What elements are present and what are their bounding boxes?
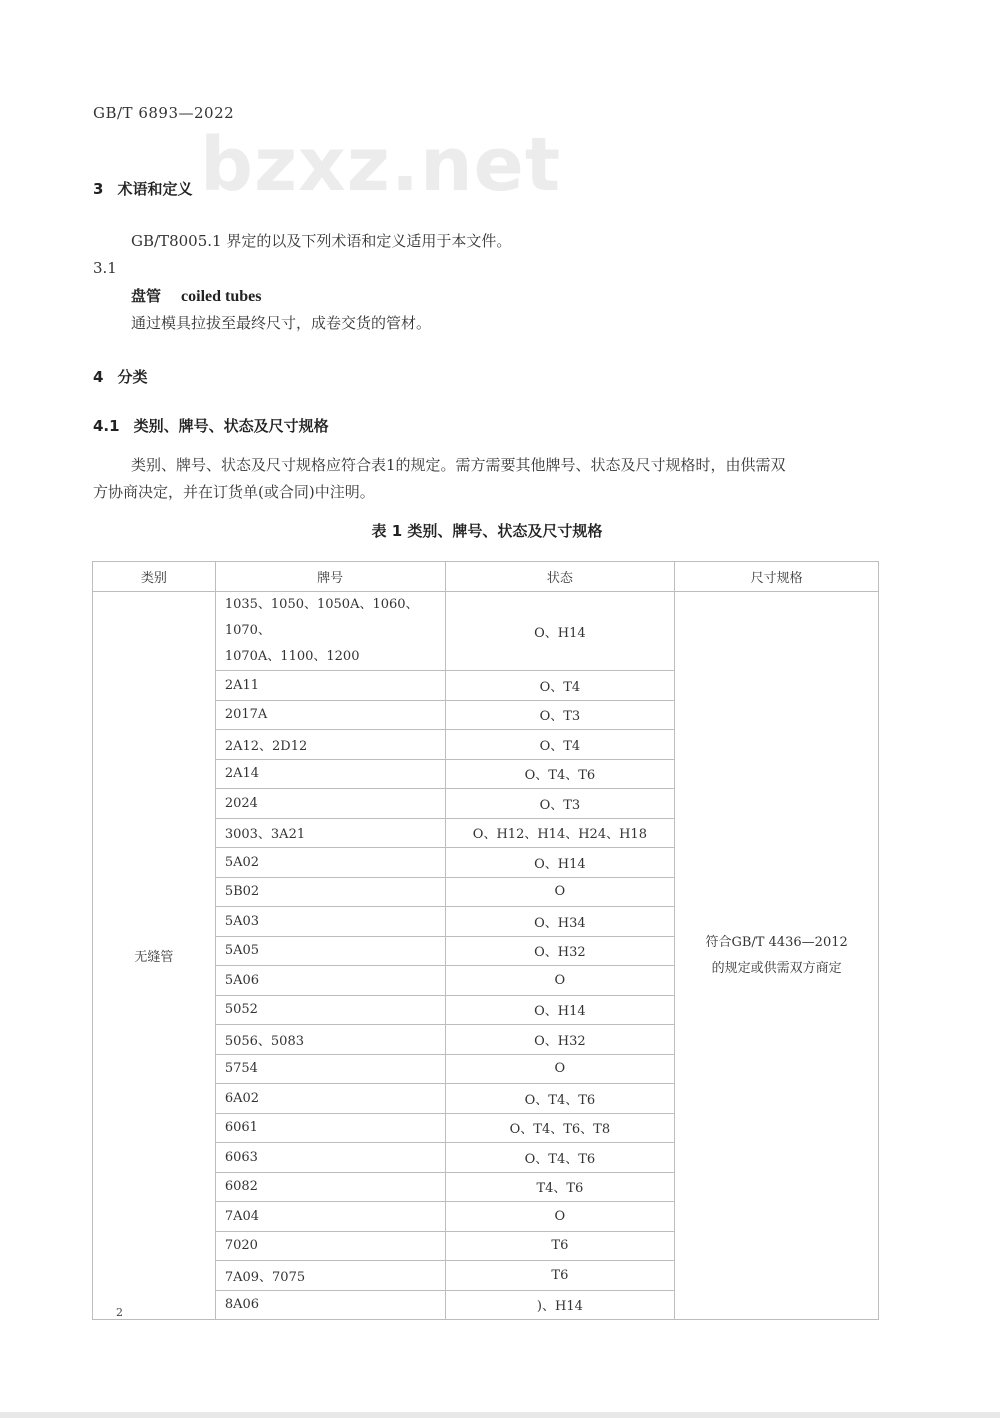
state-cell: T6 xyxy=(445,1231,675,1261)
state-cell: O、T3 xyxy=(445,700,675,730)
subsection-number: 4.1 xyxy=(93,417,120,435)
state-cell: O、H12、H14、H24、H18 xyxy=(445,818,675,848)
term-english: coiled tubes xyxy=(181,288,262,305)
state-cell: O xyxy=(445,966,675,996)
state-cell: O xyxy=(445,1202,675,1232)
header-state: 状态 xyxy=(445,562,675,592)
state-cell: O xyxy=(445,1054,675,1084)
section-3-intro: GB/T8005.1 界定的以及下列术语和定义适用于本文件。 xyxy=(131,232,512,250)
header-grade: 牌号 xyxy=(215,562,445,592)
grade-cell: 2024 xyxy=(215,789,445,819)
grade-cell: 8A06 xyxy=(215,1290,445,1320)
grade-cell: 7A09、7075 xyxy=(215,1261,445,1291)
header-category: 类别 xyxy=(93,562,216,592)
grade-cell: 6082 xyxy=(215,1172,445,1202)
size-spec-line: 的规定或供需双方商定 xyxy=(711,960,842,976)
state-cell: O、H14 xyxy=(445,592,675,671)
section-4-1-heading xyxy=(93,415,329,436)
state-cell: O、H14 xyxy=(445,848,675,878)
state-cell: T6 xyxy=(445,1261,675,1291)
state-cell: O、H32 xyxy=(445,936,675,966)
grade-line: 1035、1050、1050A、1060、1070、 xyxy=(224,597,419,638)
section-4-1-para-line2: 方协商决定，并在订货单(或合同)中注明。 xyxy=(93,483,375,501)
subsection-title: 类别、牌号、状态及尺寸规格 xyxy=(133,417,329,435)
state-cell: O、T4、T6 xyxy=(445,1143,675,1173)
grade-cell: 2A14 xyxy=(215,759,445,789)
grade-line: 1070A、1100、1200 xyxy=(224,649,360,664)
term-chinese: 盘管 xyxy=(131,287,162,305)
grade-cell: 3003、3A21 xyxy=(215,818,445,848)
term-definition: 通过模具拉拔至最终尺寸，成卷交货的管材。 xyxy=(131,314,432,332)
state-cell: O xyxy=(445,877,675,907)
category-cell: 无缝管 xyxy=(93,592,216,1320)
section-4-1-para-line1: 类别、牌号、状态及尺寸规格应符合表1的规定。需方需要其他牌号、状态及尺寸规格时，由供需双 xyxy=(131,456,786,474)
table-caption: 表 1 类别、牌号、状态及尺寸规格 xyxy=(371,522,603,540)
table-header-row xyxy=(93,562,879,592)
table-row xyxy=(93,592,879,671)
section-number: 3 xyxy=(93,180,104,198)
state-cell: O、T4、T6、T8 xyxy=(445,1113,675,1143)
grade-cell: 2A11 xyxy=(215,671,445,701)
watermark: bzxz.net xyxy=(200,122,562,208)
grade-cell: 5A03 xyxy=(215,907,445,937)
section-4-heading xyxy=(93,366,147,387)
grade-cell: 6061 xyxy=(215,1113,445,1143)
state-cell: O、T4 xyxy=(445,730,675,760)
state-cell: O、H32 xyxy=(445,1025,675,1055)
page-bottom-edge xyxy=(0,1412,1000,1418)
grade-cell: 5A02 xyxy=(215,848,445,878)
section-3-heading xyxy=(93,178,192,199)
grade-cell: 6A02 xyxy=(215,1084,445,1114)
section-title: 术语和定义 xyxy=(117,180,193,198)
grade-cell: 7020 xyxy=(215,1231,445,1261)
state-cell: O、H14 xyxy=(445,995,675,1025)
grade-cell: 7A04 xyxy=(215,1202,445,1232)
grade-cell xyxy=(215,592,445,671)
size-spec-cell xyxy=(675,592,879,1320)
state-cell: T4、T6 xyxy=(445,1172,675,1202)
grade-cell: 5754 xyxy=(215,1054,445,1084)
state-cell: O、T4、T6 xyxy=(445,1084,675,1114)
grade-cell: 6063 xyxy=(215,1143,445,1173)
grade-cell: 5B02 xyxy=(215,877,445,907)
state-cell: O、H34 xyxy=(445,907,675,937)
section-title: 分类 xyxy=(117,368,148,386)
state-cell: O、T4、T6 xyxy=(445,759,675,789)
grade-cell: 2017A xyxy=(215,700,445,730)
section-number: 4 xyxy=(93,368,104,386)
term-number: 3.1 xyxy=(93,259,117,277)
grade-cell: 2A12、2D12 xyxy=(215,730,445,760)
spec-table xyxy=(92,561,879,1320)
state-cell: O、T3 xyxy=(445,789,675,819)
grade-cell: 5052 xyxy=(215,995,445,1025)
grade-cell: 5A06 xyxy=(215,966,445,996)
page-number: 2 xyxy=(116,1306,123,1319)
standard-code: GB/T 6893—2022 xyxy=(93,104,235,122)
state-cell: O、T4 xyxy=(445,671,675,701)
grade-cell: 5056、5083 xyxy=(215,1025,445,1055)
header-size: 尺寸规格 xyxy=(675,562,879,592)
size-spec-line: 符合GB/T 4436—2012 xyxy=(705,934,848,950)
state-cell: )、H14 xyxy=(445,1290,675,1320)
grade-cell: 5A05 xyxy=(215,936,445,966)
term-entry xyxy=(131,285,261,306)
